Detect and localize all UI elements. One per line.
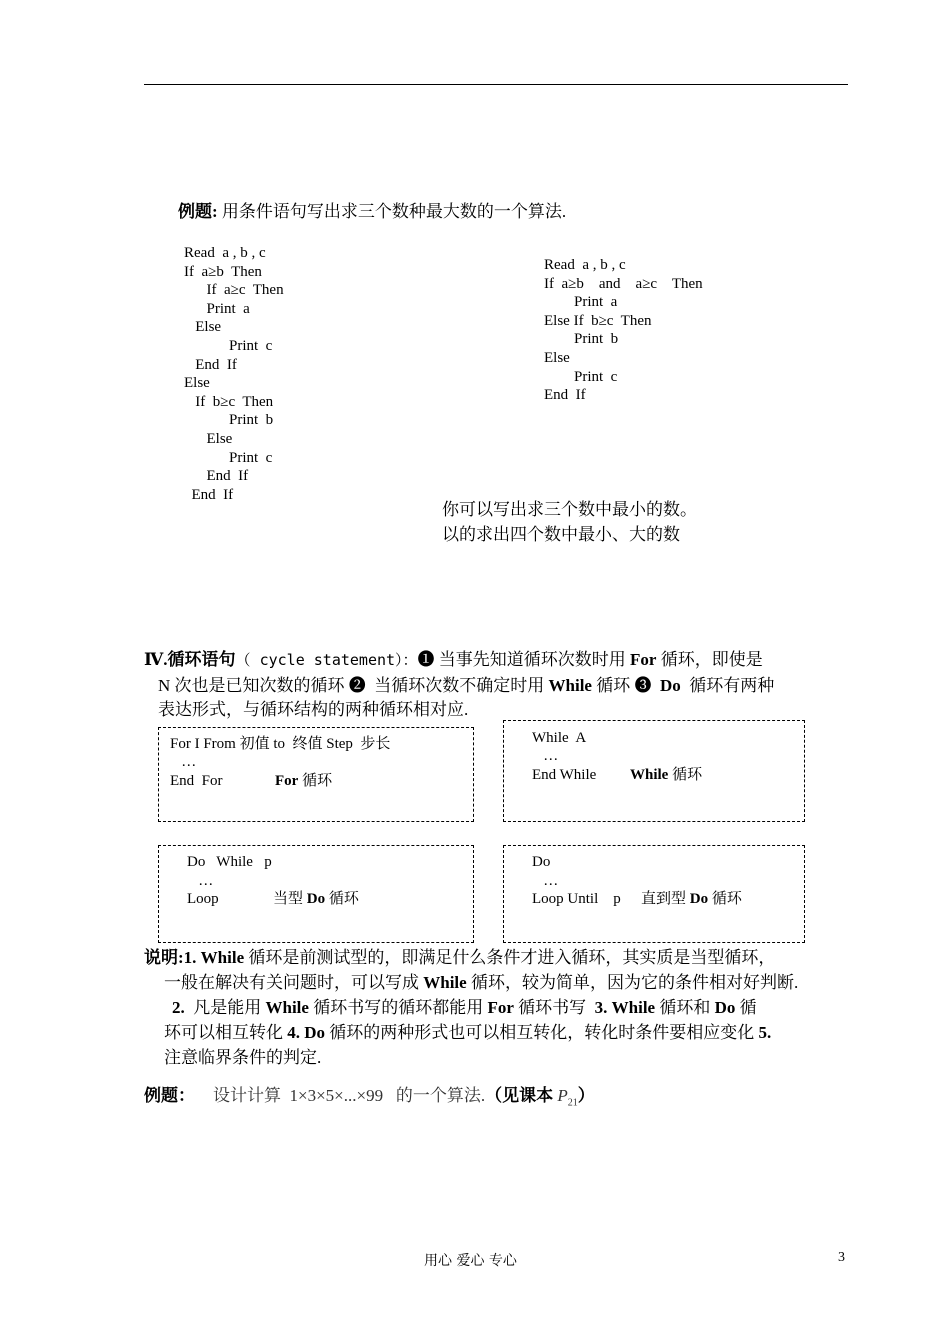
for-box-caption [275, 772, 332, 790]
note-2-text-c: 循环书写 [513, 998, 595, 1017]
do-while-box [158, 845, 474, 943]
example-1-label: 例题: [178, 202, 218, 221]
code-left-line: Print b [184, 412, 274, 429]
example-2-text: 设计计算 1×3×5×...×99 的一个算法. [213, 1086, 486, 1105]
for-loop-box [158, 727, 474, 822]
code-left-line: End If [184, 468, 249, 485]
code-left-line: If a≥c Then [184, 282, 284, 299]
section-4-text-4: 当循环次数不确定时用 [365, 676, 549, 695]
while-box-caption [630, 766, 702, 784]
note-2-text-b: 循环书写的循环都能用 [308, 998, 488, 1017]
do-until-caption-b: 循环 [708, 891, 742, 907]
notes-label: 说明: [144, 948, 184, 967]
code-right-line: Print a [544, 294, 618, 311]
note-2-text-a: 凡是能用 [184, 998, 266, 1017]
do-while-box-line-2: … [187, 873, 214, 889]
note-5-number: 5. [758, 1023, 772, 1042]
section-4-line-3: 表达形式，与循环结构的两种循环相对应. [158, 700, 469, 719]
for-box-caption-kw: For [275, 773, 299, 789]
for-box-line-3: End For [170, 773, 223, 789]
example-2-ref: （见课本 [485, 1086, 558, 1105]
do-while-box-caption [273, 890, 359, 908]
notes-line-3 [172, 996, 757, 1020]
note-4-number: 4. [287, 1023, 300, 1042]
note-1-text-b: 一般在解决有关问题时，可以写成 [164, 973, 424, 992]
do-until-box-line-2: … [532, 873, 559, 889]
notes-line-2 [164, 971, 798, 995]
code-right-line: Else If b≥c Then [544, 312, 652, 329]
note-4-keyword: Do [304, 1023, 326, 1042]
notes-line-5: 注意临界条件的判定. [164, 1048, 322, 1067]
note-1-keyword: While [200, 948, 245, 967]
note-2-keyword-2: For [487, 998, 514, 1017]
do-while-box-line-1: Do While p [187, 854, 272, 870]
section-4-heading-en: （ cycle statement）： [235, 651, 418, 669]
note-1-keyword-b: While [423, 973, 467, 992]
example-2-line [144, 1084, 595, 1115]
while-box-line-1: While A [532, 730, 587, 746]
for-box-line-2: … [170, 754, 197, 770]
section-4-text-5: 循环 [591, 676, 635, 695]
code-block-right [544, 256, 703, 405]
section-4-text-6 [651, 676, 660, 695]
marker-1: ❶ [417, 650, 435, 669]
while-box-caption-kw: While [630, 767, 669, 783]
code-left-line: End If [184, 486, 234, 503]
code-left-line: Print c [184, 449, 273, 466]
section-4-text-2: 循环，即使是 [656, 650, 763, 669]
note-2-number: 2. [172, 998, 185, 1017]
section-4-line-2 [158, 674, 774, 698]
note-3-keyword-2: Do [714, 998, 736, 1017]
note-4-text: 循环的两种形式也可以相互转化，转化时条件要相应变化 [325, 1023, 759, 1042]
do-while-box-line-3: Loop [187, 891, 219, 907]
code-left-line: Else [184, 319, 222, 336]
marker-2: ❷ [348, 676, 366, 695]
example-1-text: 用条件语句写出求三个数种最大数的一个算法. [217, 202, 567, 221]
marker-3: ❸ [634, 676, 652, 695]
do-until-box-line-3: Loop Until p [532, 891, 621, 907]
note-2-keyword-1: While [265, 998, 309, 1017]
code-right-line: Print b [544, 331, 619, 348]
note-3-number: 3. [594, 998, 608, 1017]
notes-line-1 [144, 946, 775, 970]
section-4-text-1: 当事先知道循环次数时用 [434, 650, 631, 669]
code-right-line: Read a , b , c [544, 257, 626, 273]
notes-line-4 [164, 1021, 771, 1045]
note-3-text-b: 循 [735, 998, 757, 1017]
code-right-line: Else [544, 349, 570, 366]
note-3-text-a: 循环和 [655, 998, 715, 1017]
example-2-label: 例题： [144, 1086, 195, 1105]
page-number: 3 [838, 1250, 845, 1265]
code-left-line: Else [184, 430, 233, 447]
do-while-caption-kw: Do [306, 891, 326, 907]
example-2-ref-end: ） [577, 1086, 595, 1105]
code-left-line: End If [184, 356, 237, 373]
while-box-caption-text: 循环 [668, 767, 703, 783]
keyword-for: For [630, 650, 657, 669]
do-while-caption-b: 循环 [325, 891, 359, 907]
note-3-text-c: 环可以相互转化 [164, 1023, 288, 1042]
code-left-line: Read a , b , c [184, 245, 266, 261]
note-3-keyword-1: While [611, 998, 656, 1017]
for-box-line-1: For I From 初值 to 终值 Step 步长 [170, 736, 391, 752]
note-1-number: 1. [183, 948, 201, 967]
section-4-line-1 [144, 648, 763, 672]
do-until-box-line-1: Do [532, 854, 551, 870]
code-right-line: If a≥b and a≥c Then [544, 275, 703, 292]
code-left-line: Print a [184, 300, 250, 317]
note-1-text: 循环是前测试型的，即满足什么条件才进入循环，其实质是当型循环， [244, 948, 776, 967]
do-until-box [503, 845, 805, 943]
do-until-caption-kw: Do [689, 891, 709, 907]
clipped-note-2: 以的求出四个数中最小、大的数 [442, 525, 680, 544]
example-2-ref-sub: 21 [567, 1097, 578, 1109]
for-box-caption-text: 循环 [298, 773, 333, 789]
code-left-line: Else [184, 375, 210, 392]
footer-motto: 用心 爱心 专心 [424, 1253, 517, 1269]
clipped-note-1: 你可以写出求三个数中最小的数。 [442, 500, 697, 519]
do-until-caption-a: 直到型 [641, 891, 690, 907]
section-4-heading: Ⅳ.循环语句 [144, 650, 236, 669]
while-loop-box [503, 720, 805, 822]
while-box-line-2: … [532, 748, 559, 764]
example-1-line [178, 200, 566, 224]
do-while-caption-a: 当型 [273, 891, 307, 907]
keyword-do: Do [659, 676, 681, 695]
keyword-while: While [548, 676, 592, 695]
code-left-line: If b≥c Then [184, 393, 274, 410]
header-rule [144, 84, 848, 85]
section-4-text-7: 循环有两种 [680, 676, 775, 695]
code-left-line: Print c [184, 337, 273, 354]
code-right-line: End If [544, 387, 586, 404]
note-1-text-c: 循环，较为简单，因为它的条件相对好判断. [466, 973, 799, 992]
code-left-line: If a≥b Then [184, 263, 262, 280]
example-2-ref-p: P [557, 1086, 568, 1105]
code-right-line: Print c [544, 368, 618, 385]
code-block-left [184, 244, 284, 504]
while-box-line-3: End While [532, 767, 597, 783]
do-until-box-caption [641, 890, 742, 908]
section-4-text-3: N 次也是已知次数的循环 [158, 676, 349, 695]
